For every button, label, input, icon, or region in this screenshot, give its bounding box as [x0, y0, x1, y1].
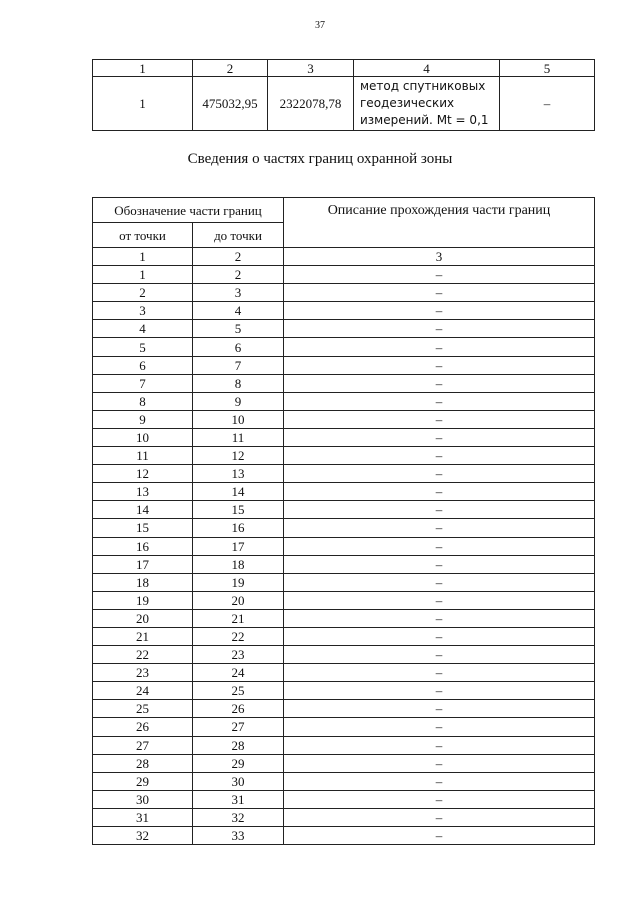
- description: –: [284, 302, 595, 320]
- table-row: [93, 519, 595, 537]
- description: –: [284, 374, 595, 392]
- parts-header-row: [93, 198, 595, 223]
- table-row: [93, 609, 595, 627]
- to-point: 2: [193, 266, 284, 284]
- to-point: 23: [193, 646, 284, 664]
- to-point: 22: [193, 627, 284, 645]
- column-number: 3: [284, 248, 595, 266]
- description: –: [284, 827, 595, 845]
- description: –: [284, 428, 595, 446]
- coord-header-cell: 3: [268, 60, 354, 77]
- from-point: 25: [93, 700, 193, 718]
- description: –: [284, 718, 595, 736]
- description: –: [284, 700, 595, 718]
- description: –: [284, 266, 595, 284]
- to-point: 26: [193, 700, 284, 718]
- table-row: [93, 284, 595, 302]
- from-point: 4: [93, 320, 193, 338]
- description: –: [284, 555, 595, 573]
- from-point: 5: [93, 338, 193, 356]
- to-point: 28: [193, 736, 284, 754]
- description: –: [284, 392, 595, 410]
- to-point: 30: [193, 772, 284, 790]
- header-description: Описание прохождения части границ: [284, 198, 595, 248]
- table-row: [93, 266, 595, 284]
- to-point: 21: [193, 609, 284, 627]
- table-row: [93, 537, 595, 555]
- to-point: 6: [193, 338, 284, 356]
- to-point: 18: [193, 555, 284, 573]
- table-row: [93, 772, 595, 790]
- coord-header-cell: 4: [354, 60, 500, 77]
- description: –: [284, 808, 595, 826]
- from-point: 17: [93, 555, 193, 573]
- from-point: 11: [93, 447, 193, 465]
- to-point: 10: [193, 410, 284, 428]
- point-number: 1: [93, 77, 193, 131]
- from-point: 13: [93, 483, 193, 501]
- table-row: [93, 374, 595, 392]
- header-from-point: от точки: [93, 223, 193, 248]
- to-point: 24: [193, 664, 284, 682]
- coord-col5: –: [500, 77, 595, 131]
- coord-header-cell: 2: [193, 60, 268, 77]
- description: –: [284, 609, 595, 627]
- to-point: 33: [193, 827, 284, 845]
- from-point: 3: [93, 302, 193, 320]
- from-point: 19: [93, 591, 193, 609]
- to-point: 27: [193, 718, 284, 736]
- to-point: 12: [193, 447, 284, 465]
- to-point: 5: [193, 320, 284, 338]
- to-point: 29: [193, 754, 284, 772]
- description: –: [284, 646, 595, 664]
- description: –: [284, 519, 595, 537]
- description: –: [284, 772, 595, 790]
- table-row: [93, 736, 595, 754]
- description: –: [284, 410, 595, 428]
- coord-data-row: [93, 77, 595, 131]
- to-point: 32: [193, 808, 284, 826]
- from-point: 2: [93, 284, 193, 302]
- table-row: [93, 428, 595, 446]
- table-row: [93, 646, 595, 664]
- description: –: [284, 754, 595, 772]
- table-row: [93, 664, 595, 682]
- description: –: [284, 284, 595, 302]
- to-point: 17: [193, 537, 284, 555]
- from-point: 15: [93, 519, 193, 537]
- description: –: [284, 736, 595, 754]
- to-point: 25: [193, 682, 284, 700]
- table-row: [93, 356, 595, 374]
- from-point: 31: [93, 808, 193, 826]
- column-number: 1: [93, 248, 193, 266]
- column-number-row: [93, 248, 595, 266]
- from-point: 32: [93, 827, 193, 845]
- table-row: [93, 682, 595, 700]
- table-row: [93, 700, 595, 718]
- table-row: [93, 338, 595, 356]
- table-row: [93, 410, 595, 428]
- to-point: 20: [193, 591, 284, 609]
- to-point: 9: [193, 392, 284, 410]
- table-row: [93, 465, 595, 483]
- table-row: [93, 627, 595, 645]
- to-point: 16: [193, 519, 284, 537]
- table-row: [93, 483, 595, 501]
- header-boundary-designation: Обозначение части границ: [93, 198, 284, 223]
- description: –: [284, 790, 595, 808]
- from-point: 14: [93, 501, 193, 519]
- coord-header-row: [93, 60, 595, 77]
- description: –: [284, 501, 595, 519]
- description: –: [284, 664, 595, 682]
- table-row: [93, 447, 595, 465]
- table-row: [93, 302, 595, 320]
- from-point: 7: [93, 374, 193, 392]
- from-point: 26: [93, 718, 193, 736]
- to-point: 19: [193, 573, 284, 591]
- column-number: 2: [193, 248, 284, 266]
- description: –: [284, 483, 595, 501]
- to-point: 15: [193, 501, 284, 519]
- table-row: [93, 392, 595, 410]
- description: –: [284, 338, 595, 356]
- from-point: 12: [93, 465, 193, 483]
- from-point: 29: [93, 772, 193, 790]
- measurement-method: [354, 77, 500, 131]
- table-row: [93, 555, 595, 573]
- from-point: 21: [93, 627, 193, 645]
- to-point: 8: [193, 374, 284, 392]
- to-point: 11: [193, 428, 284, 446]
- coord-x: 475032,95: [193, 77, 268, 131]
- coord-header-cell: 5: [500, 60, 595, 77]
- section-title: Сведения о частях границ охранной зоны: [187, 151, 453, 167]
- from-point: 8: [93, 392, 193, 410]
- boundary-parts-table: [92, 197, 595, 845]
- to-point: 31: [193, 790, 284, 808]
- to-point: 3: [193, 284, 284, 302]
- table-row: [93, 320, 595, 338]
- description: –: [284, 682, 595, 700]
- table-row: [93, 718, 595, 736]
- from-point: 20: [93, 609, 193, 627]
- from-point: 23: [93, 664, 193, 682]
- description: –: [284, 447, 595, 465]
- from-point: 9: [93, 410, 193, 428]
- from-point: 24: [93, 682, 193, 700]
- description: –: [284, 573, 595, 591]
- header-to-point: до точки: [193, 223, 284, 248]
- from-point: 6: [93, 356, 193, 374]
- description: –: [284, 320, 595, 338]
- from-point: 22: [93, 646, 193, 664]
- table-row: [93, 591, 595, 609]
- coord-y: 2322078,78: [268, 77, 354, 131]
- method-line: измерений. Mt = 0,1: [360, 113, 489, 127]
- description: –: [284, 465, 595, 483]
- description: –: [284, 591, 595, 609]
- from-point: 28: [93, 754, 193, 772]
- table-row: [93, 754, 595, 772]
- from-point: 16: [93, 537, 193, 555]
- table-row: [93, 827, 595, 845]
- from-point: 18: [93, 573, 193, 591]
- from-point: 1: [93, 266, 193, 284]
- to-point: 7: [193, 356, 284, 374]
- table-row: [93, 573, 595, 591]
- from-point: 10: [93, 428, 193, 446]
- method-line: геодезических: [360, 96, 455, 110]
- method-line: метод спутниковых: [360, 79, 486, 93]
- coordinates-table: [92, 59, 595, 131]
- to-point: 13: [193, 465, 284, 483]
- to-point: 4: [193, 302, 284, 320]
- table-row: [93, 790, 595, 808]
- table-row: [93, 808, 595, 826]
- page-number: 37: [315, 20, 325, 31]
- to-point: 14: [193, 483, 284, 501]
- description: –: [284, 537, 595, 555]
- coord-header-cell: 1: [93, 60, 193, 77]
- from-point: 30: [93, 790, 193, 808]
- table-row: [93, 501, 595, 519]
- description: –: [284, 356, 595, 374]
- description: –: [284, 627, 595, 645]
- from-point: 27: [93, 736, 193, 754]
